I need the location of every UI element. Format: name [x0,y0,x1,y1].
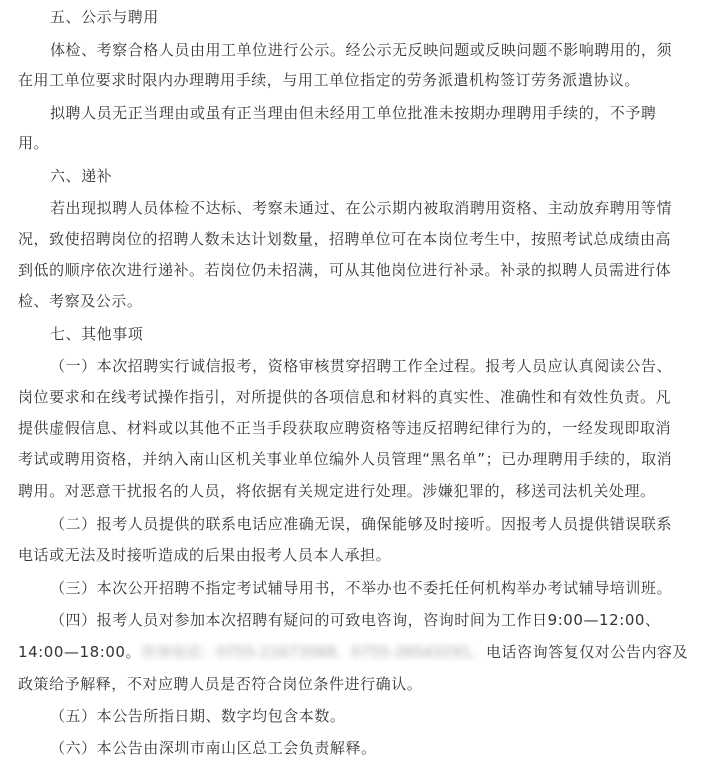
paragraph-line: （三）本次公开招聘不指定考试辅导用书，不举办也不委托任何机构举办考试辅导培训班。 [50,579,673,597]
section-heading-7: 七、其他事项 [50,325,144,343]
paragraph-line-with-contact [18,642,708,662]
section-heading-5: 五、公示与聘用 [50,8,159,26]
paragraph-line: （六）本公告由深圳市南山区总工会负责解释。 [50,739,377,757]
paragraph-line: 电话或无法及时接听造成的后果由报考人员本人承担。 [18,546,392,564]
paragraph-line: 用。 [18,134,50,152]
paragraph-line: （四）报考人员对参加本次招聘有疑问的可致电咨询，咨询时间为工作日9:00—12:00、 [50,611,661,629]
consult-note-text: 电话咨询答复仅对公告内容及 [485,643,689,661]
paragraph-line: 到低的顺序依次进行递补。若岗位仍未招满，可从其他岗位进行补录。补录的拟聘人员需进行体 [18,261,672,279]
paragraph-line: 在用工单位要求时限内办理聘用手续，与用工单位指定的劳务派遣机构签订劳务派遣协议。 [18,71,641,89]
paragraph-line: （五）本公告所指日期、数字均包含本数。 [50,707,346,725]
paragraph-line: （一）本次招聘实行诚信报考，资格审核贯穿招聘工作全过程。报考人员应认真阅读公告、 [50,357,673,375]
consult-hours-text: 14:00—18:00。 [18,643,142,661]
paragraph-line: 体检、考察合格人员由用工单位进行公示。经公示无反映问题或反映问题不影响聘用的，须 [50,41,673,59]
section-heading-6: 六、递补 [50,167,113,185]
blurred-phone-numbers: 咨询电话：0755-21673568、0755-26543291。 [141,643,486,661]
paragraph-line: 拟聘人员无正当理由或虽有正当理由但未经用工单位批准未按期办理聘用手续的，不予聘 [50,104,657,122]
paragraph-line: 考试或聘用资格，并纳入南山区机关事业单位编外人员管理“黑名单”；已办理聘用手续的，取消 [18,450,673,468]
paragraph-line: （二）报考人员提供的联系电话应准确无误，确保能够及时接听。因报考人员提供错误联系 [50,515,673,533]
paragraph-line: 若出现拟聘人员体检不达标、考察未通过、在公示期内被取消聘用资格、主动放弃聘用等情 [50,199,673,217]
paragraph-line: 提供虚假信息、材料或以其他不正当手段获取应聘资格等违反招聘纪律行为的，一经发现即取消 [18,419,672,437]
paragraph-line: 岗位要求和在线考试操作指引，对所提供的各项信息和材料的真实性、准确性和有效性负责。凡 [18,388,672,406]
paragraph-line: 检、考察及公示。 [18,292,143,310]
paragraph-line: 况，致使招聘岗位的招聘人数未达计划数量，招聘单位可在本岗位考生中，按照考试总成绩由高 [18,230,672,248]
paragraph-line: 政策给予解释，不对应聘人员是否符合岗位条件进行确认。 [18,675,423,693]
paragraph-line: 聘用。对恶意干扰报名的人员，将依据有关规定进行处理。涉嫌犯罪的，移送司法机关处理。 [18,482,656,500]
